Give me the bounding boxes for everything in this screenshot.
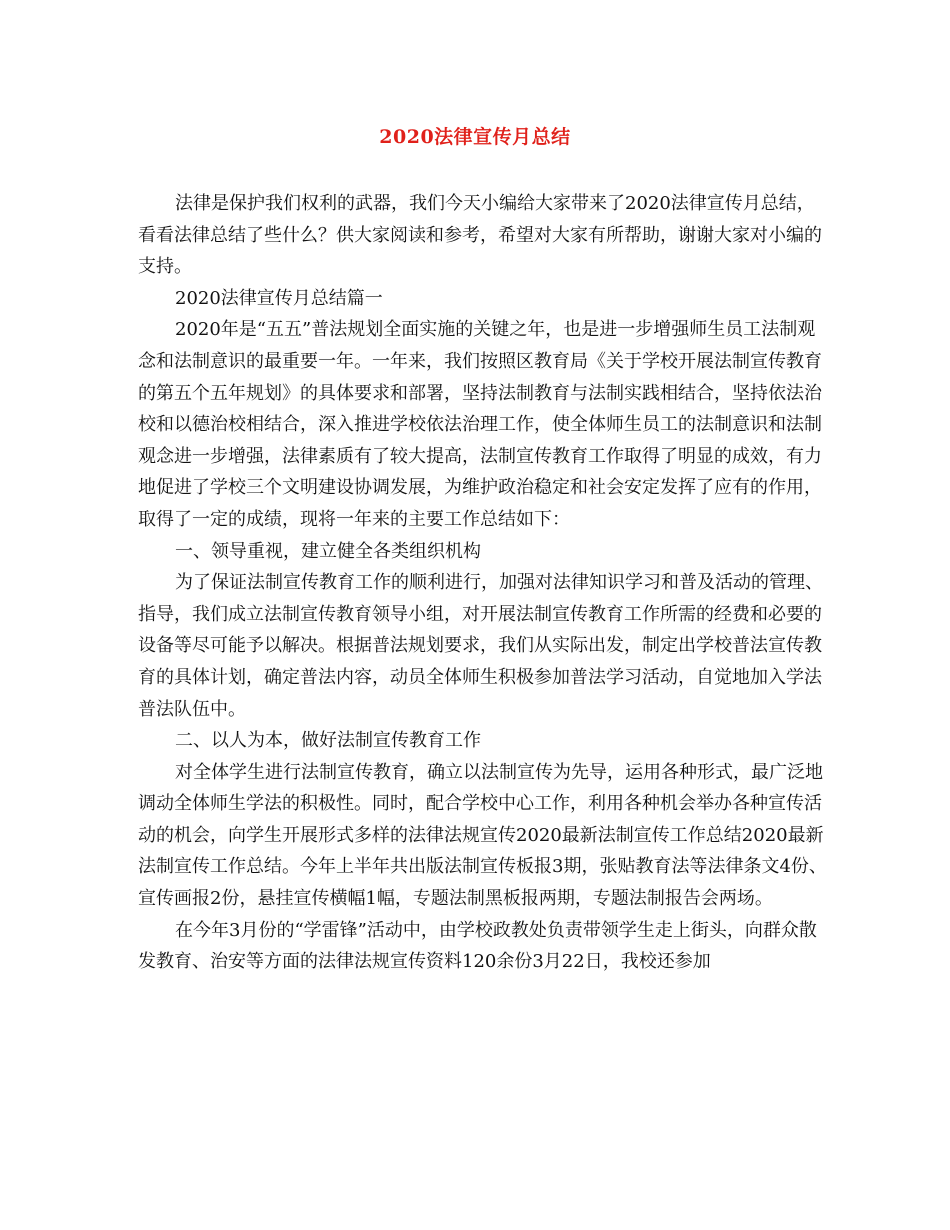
document-body (138, 188, 828, 978)
document-title: 2020法律宣传月总结 (379, 126, 571, 148)
overview-paragraph: 2020年是“五五”普法规划全面实施的关键之年，也是进一步增强师生员工法制观念和法制意识的最重要一年。一年来，我们按照区教育局《关于学校开展法制宣传教育的第五个五年规划》的具体要求和部署，坚持法制教育与法制实践相结合，坚持依法治校和以德治校相结合，深入推进学校依法治理工作，使全体师生员工的法制意识和法制观念进一步增强，法律素质有了较大提高，法制宣传教育工作取得了明显的成效，有力地促进了学校三个文明建设协调发展，为维护政治稳定和社会安定发挥了应有的作用，取得了一定的成绩，现将一年来的主要工作总结如下： (138, 319, 822, 530)
section-heading-leadership: 一、领导重视，建立健全各类组织机构 (175, 540, 481, 562)
education-paragraph: 对全体学生进行法制宣传教育，确立以法制宣传为先导，运用各种形式，最广泛地调动全体师生学法的积极性。同时，配合学校中心工作，利用各种机会举办各种宣传活动的机会，向学生开展形式多样的法律法规宣传2020最新法制宣传工作总结2020最新法制宣传工作总结。今年上半年共出版法制宣传板报3期，张贴教育法等法律条文4份、宣传画报2份，悬挂宣传横幅1幅，专题法制黑板报两期，专题法制报告会两场。 (138, 761, 827, 910)
activity-paragraph: 在今年3月份的“学雷锋”活动中，由学校政教处负责带领学生走上街头，向群众散发教育、治安等方面的法律法规宣传资料120余份3月22日，我校还参加 (138, 919, 817, 973)
intro-paragraph: 法律是保护我们权利的武器，我们今天小编给大家带来了2020法律宣传月总结，看看法律总结了些什么？供大家阅读和参考，希望对大家有所帮助，谢谢大家对小编的支持。 (138, 193, 822, 278)
leadership-paragraph: 为了保证法制宣传教育工作的顺利进行，加强对法律知识学习和普及活动的管理、指导，我们成立法制宣传教育领导小组，对开展法制宣传教育工作所需的经费和必要的设备等尽可能予以解决。根据普法规划要求，我们从实际出发，制定出学校普法宣传教育的具体计划，确定普法内容，动员全体师生积极参加普法学习活动，自觉地加入学法普法队伍中。 (138, 572, 823, 720)
section-heading-part-one: 2020法律宣传月总结篇一 (175, 287, 383, 309)
section-heading-people-oriented: 二、以人为本，做好法制宣传教育工作 (175, 730, 481, 752)
